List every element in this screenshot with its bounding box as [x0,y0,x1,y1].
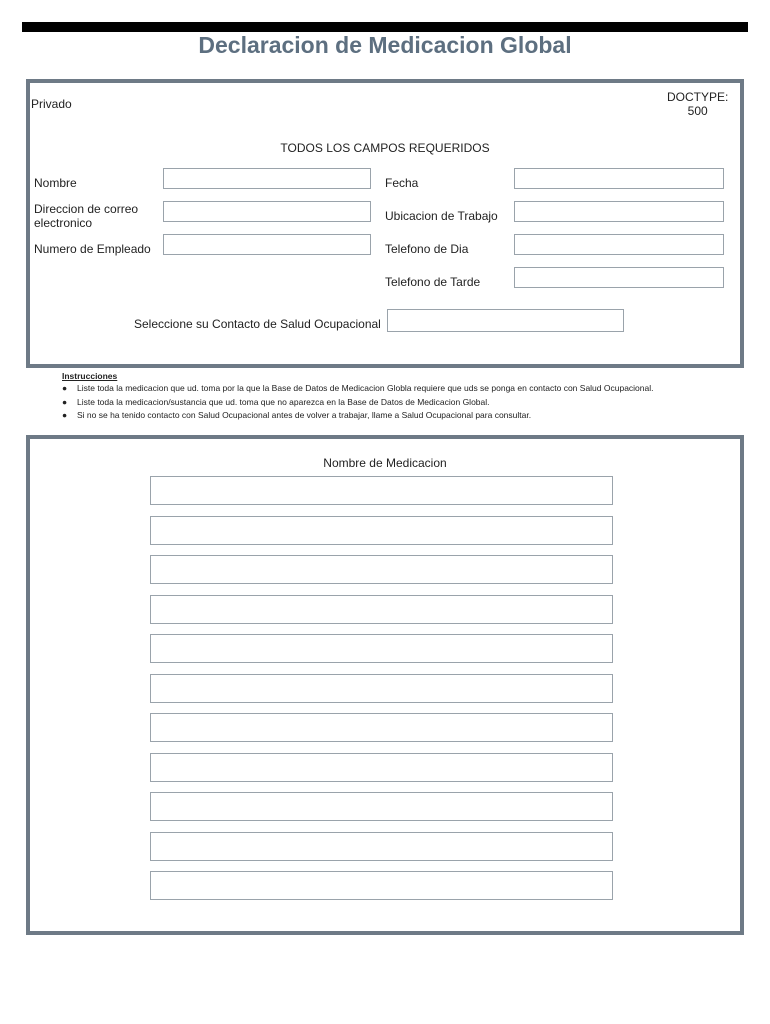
evening-phone-label: Telefono de Tarde [385,275,481,289]
instruction-text: Liste toda la medicacion que ud. toma por la que la Base de Datos de Medicacion Globla requiere que uds se ponga en contacto con Salud Ocupacional. [77,383,654,393]
instruction-item [62,396,654,410]
instructions-title: Instrucciones [62,371,118,381]
work-location-label: Ubicacion de Trabajo [385,209,498,223]
email-label [34,202,138,230]
medication-name-field[interactable] [150,832,613,861]
email-field[interactable] [163,201,371,222]
day-phone-field[interactable] [514,234,724,255]
instruction-item [62,409,654,423]
date-field[interactable] [514,168,724,189]
day-phone-label: Telefono de Dia [385,242,469,256]
top-rule [22,22,748,32]
bullet-icon: ● [62,396,68,407]
email-label-line2: electronico [34,216,93,230]
employee-number-field[interactable] [163,234,371,255]
instructions [62,371,654,423]
medication-name-field[interactable] [150,753,613,782]
medication-name-field[interactable] [150,595,613,624]
name-field[interactable] [163,168,371,189]
doctype-label-text: DOCTYPE: [667,90,729,104]
medication-name-field[interactable] [150,713,613,742]
medication-name-field[interactable] [150,476,613,505]
page-title: Declaracion de Medicacion Global [198,32,572,58]
employee-number-label: Numero de Empleado [34,242,151,256]
medication-name-field[interactable] [150,634,613,663]
doctype-value: 500 [687,104,708,118]
instruction-item [62,382,654,396]
email-label-line1: Direccion de correo [34,202,139,216]
employee-info-section [26,79,744,368]
health-contact-label: Seleccione su Contacto de Salud Ocupacional [134,317,381,331]
instruction-text: Si no se ha tenido contacto con Salud Ocupacional antes de volver a trabajar, llame a Salud Ocupacional para consultar. [77,410,532,420]
medication-header: Nombre de Medicacion [323,456,447,470]
medication-name-field[interactable] [150,792,613,821]
medication-name-field[interactable] [150,555,613,584]
medication-name-field[interactable] [150,871,613,900]
doctype-label [667,90,728,118]
bullet-icon: ● [62,410,68,420]
privacy-label: Privado [31,97,72,111]
medication-name-field[interactable] [150,674,613,703]
bullet-icon: ● [62,383,68,393]
date-label: Fecha [385,176,419,190]
required-note: TODOS LOS CAMPOS REQUERIDOS [280,141,490,155]
evening-phone-field[interactable] [514,267,724,288]
work-location-field[interactable] [514,201,724,222]
instructions-list [62,382,654,423]
medications-section [26,435,744,935]
medication-name-field[interactable] [150,516,613,545]
instruction-text: Liste toda la medicacion/sustancia que ud. toma que no aparezca en la Base de Datos de Medicacion Global. [77,396,490,407]
name-label: Nombre [34,176,77,190]
health-contact-select[interactable] [387,309,624,332]
